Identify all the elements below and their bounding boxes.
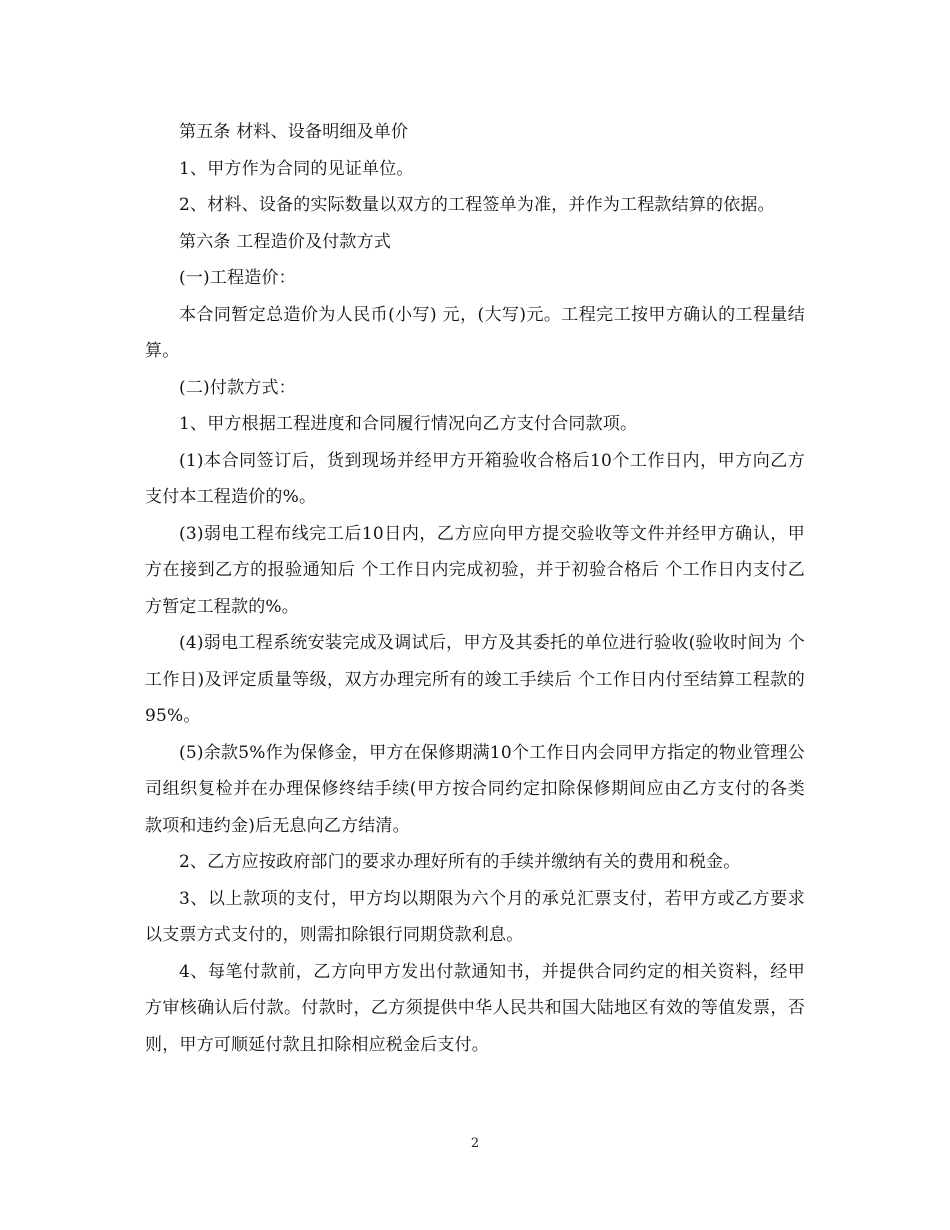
paragraph: 2、材料、设备的实际数量以双方的工程签单为准，并作为工程款结算的依据。 [179,195,775,215]
page-number: 2 [470,1136,480,1151]
paragraph: (1)本合同签订后，货到现场并经甲方开箱验收合格后10个工作日内，甲方向乙方支付本工程造价的%。 [145,450,805,507]
paragraph: 3、以上款项的支付，甲方均以期限为六个月的承兑汇票支付，若甲方或乙方要求以支票方式支付的，则需扣除银行同期贷款利息。 [145,888,805,945]
paragraph: 1、甲方根据工程进度和合同履行情况向乙方支付合同款项。 [179,414,638,434]
paragraph: 本合同暂定总造价为人民币(小写) 元，(大写)元。工程完工按甲方确认的工程量结算。 [145,304,805,361]
paragraph: 2、乙方应按政府部门的要求办理好所有的手续并缴纳有关的费用和税金。 [179,852,741,872]
paragraph: 1、甲方作为合同的见证单位。 [179,158,414,179]
paragraph: (4)弱电工程系统安装完成及调试后，甲方及其委托的单位进行验收(验收时间为 个工作日)及评定质量等级，双方办理完所有的竣工手续后 个工作日内付至结算工程款的95%。 [145,633,805,726]
section-heading-payment: (二)付款方式： [179,377,296,398]
document-body [145,114,805,1063]
article-5-heading: 第五条 材料、设备明细及单价 [179,122,409,142]
paragraph: (3)弱电工程布线完工后10日内，乙方应向甲方提交验收等文件并经甲方确认，甲方在接到乙方的报验通知后 个工作日内完成初验，并于初验合格后 个工作日内支付乙方暂定工程款的%。 [145,523,805,617]
paragraph: (5)余款5%作为保修金，甲方在保修期满10个工作日内会同甲方指定的物业管理公司组织复检并在办理保修终结手续(甲方按合同约定扣除保修期间应由乙方支付的各类款项和违约金)后无息向乙方结清。 [145,742,805,836]
section-heading-cost: (一)工程造价： [179,268,296,288]
article-6-heading: 第六条 工程造价及付款方式 [179,231,392,252]
paragraph: 4、每笔付款前，乙方向甲方发出付款通知书，并提供合同约定的相关资料，经甲方审核确认后付款。付款时，乙方须提供中华人民共和国大陆地区有效的等值发票，否则，甲方可顺延付款且扣除相应税金后支付。 [145,961,805,1055]
